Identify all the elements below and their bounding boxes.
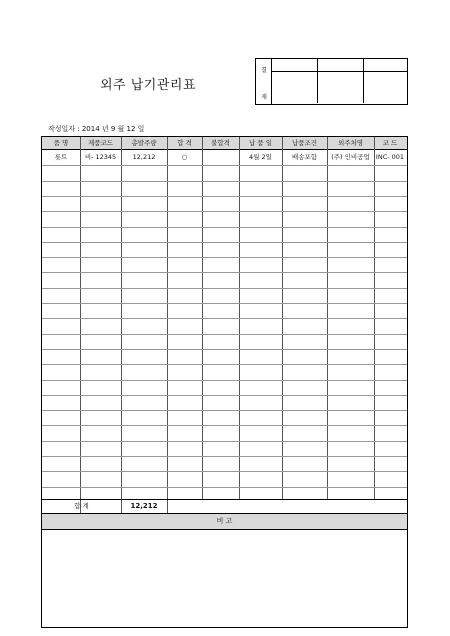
row-divider (42, 349, 407, 350)
table-cell[interactable] (202, 151, 239, 164)
row-divider (42, 395, 407, 396)
table-cell[interactable]: 비- 12345 (84, 153, 117, 161)
table-cell[interactable]: ○ (181, 153, 188, 161)
table-cell[interactable]: 롯트 (54, 153, 68, 161)
column-divider (167, 137, 168, 514)
date-line: 작성일자 : 2014 년 9 월 12 일 (48, 125, 145, 133)
column-header: 품 명 (53, 139, 69, 147)
row-divider (42, 471, 407, 472)
page-title: 외주 납기관리표 (100, 78, 197, 93)
row-divider (42, 364, 407, 365)
approval-label-top: 결 (261, 67, 267, 74)
column-header: 코 드 (382, 139, 398, 147)
column-divider (121, 137, 122, 514)
row-divider (42, 303, 407, 304)
row-divider (42, 410, 407, 411)
row-divider (42, 227, 407, 228)
column-header: 납품조건 (291, 139, 318, 147)
approval-label-bottom: 재 (261, 94, 267, 101)
row-divider (42, 456, 407, 457)
total-label: 합 계 (74, 502, 89, 510)
approval-header-cell[interactable] (272, 59, 318, 72)
row-divider (42, 487, 407, 488)
approval-label (256, 59, 272, 104)
total-value: 12,212 (130, 502, 158, 510)
row-divider (42, 288, 407, 289)
row-divider (42, 165, 407, 166)
column-header: 외주처명 (337, 139, 364, 147)
row-divider (42, 380, 407, 381)
row-divider (42, 181, 407, 182)
approval-box (255, 58, 408, 105)
table-header (42, 137, 407, 150)
column-header: 제품코드 (87, 139, 114, 147)
table-cell[interactable]: 4월 2일 (249, 153, 272, 161)
remarks-area[interactable] (42, 530, 407, 626)
approval-sign-cell[interactable] (272, 72, 318, 103)
row-divider (42, 211, 407, 212)
column-header: 총발주량 (131, 139, 157, 147)
column-header: 납 품 일 (249, 139, 272, 147)
approval-sign-cell[interactable] (364, 72, 407, 103)
row-divider (42, 425, 407, 426)
approval-sign-cell[interactable] (318, 72, 364, 103)
column-header: 합 격 (177, 139, 192, 147)
table-cell[interactable]: 12,212 (132, 153, 156, 161)
table-cell[interactable]: INC- 001 (375, 153, 405, 161)
row-divider (42, 242, 407, 243)
remarks-header: 비 고 (42, 514, 407, 530)
table-cell[interactable]: (주) 인비공업 (331, 153, 370, 161)
row-divider (42, 272, 407, 273)
row-divider (42, 441, 407, 442)
row-divider (42, 257, 407, 258)
row-divider (42, 196, 407, 197)
row-divider (42, 318, 407, 319)
column-divider (80, 137, 81, 514)
table-cell[interactable]: 배송포함 (291, 153, 318, 161)
row-divider (42, 334, 407, 335)
approval-header-cell[interactable] (318, 59, 364, 72)
approval-header-cell[interactable] (364, 59, 407, 72)
total-row (42, 499, 407, 514)
delivery-table (41, 136, 408, 628)
column-header: 불합격 (211, 139, 230, 147)
